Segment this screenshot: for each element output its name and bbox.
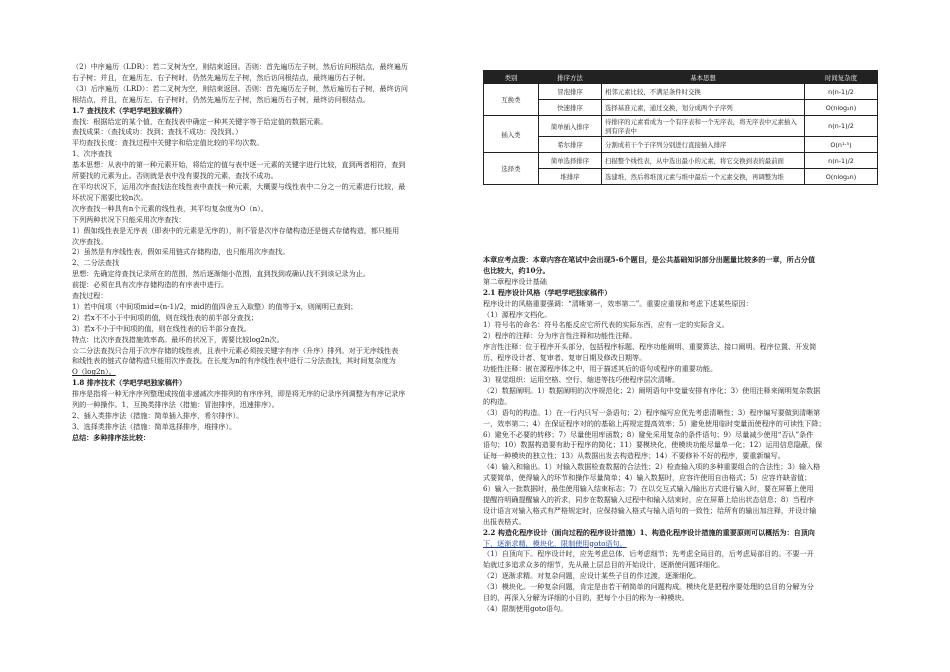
category-cell: 互换类 — [484, 84, 539, 116]
text-line: （3）模块化。一种复杂问题，肯定是由若干稍简单的问题构成。模块化是把程序要处理的总目的分解为分 — [483, 582, 814, 592]
text-line: （4）输入和输出。1）对输入数据检查数据的合法性；2）检查输入项的多种重要组合的合法性；3）输入格 — [483, 462, 821, 472]
text-line: （4）限制使用goto语句。 — [483, 604, 568, 613]
text-line: 右子树；并且，在遍历左、右子树时，仍然先遍历左子树，然后访问根结点，最终遍历右子树。 — [72, 72, 370, 82]
text-line: 和线性表的链式存储构造只能用次序查找。在长度为n的有序线性表中进行二分法查找，其时间复杂度为 — [72, 356, 396, 366]
table-row — [484, 84, 878, 100]
idea-cell: 选建堆，然后将堆顶元素与堆中最后一个元素交换，再调整为堆 — [602, 169, 805, 185]
table-row — [484, 169, 878, 185]
text-line: 思想：先确定待查找记录所在的范围，然后逐渐缩小范围，直到找到或确认找不到该记录为止。 — [72, 269, 370, 279]
text-line: 序言性注释：位于程序开头部分，包括程序标题、程序功能阐明、重要算法、接口阐明、程序位置、开发简 — [483, 342, 817, 352]
text-line: （1）自顶向下。程序设计时，应先考虑总体，后考虑细节；先考虑全局目的，后考虑局部目的。不要一开 — [483, 549, 814, 559]
summary-line: 总结：多种排序法比较： — [72, 432, 151, 442]
method-cell: 堆排序 — [539, 169, 602, 185]
text-line: 1、次序查找 — [72, 149, 112, 159]
text-line: 3、选择类排序法（措施：简单选择排序，堆排序）。 — [72, 421, 237, 431]
method-cell: 简单选择排序 — [539, 153, 602, 169]
text-line: 历、程序设计者、复审者、复审日期及修改日期等。 — [483, 353, 647, 363]
exam-tip-line: 也比较大，约10分。 — [483, 265, 550, 275]
text-line: 出报表格式。 — [483, 516, 526, 526]
text-line: 3）视觉组织：运用空格、空行、缩进等技巧使程序层次清晰。 — [483, 374, 680, 384]
text-line: 2）程序的注释：分为序言性注释和功能性注释。 — [483, 331, 637, 341]
text-line: （2）逐渐求精。对复杂问题，应设计某些子目的作过渡，逐渐细化。 — [483, 571, 701, 581]
category-cell: 插入类 — [484, 116, 539, 153]
method-cell: 希尔排序 — [539, 137, 602, 153]
text-line: 平均查找长度：查找过程中关键字和给定值比较的平均次数。 — [72, 138, 264, 148]
text-line: 排序是指将一种无序序列整理成按值非递减次序排列的有序序列，即是将无序的记录序列调整为有序记录序 — [72, 389, 406, 399]
table-header-row — [484, 71, 878, 84]
text-line: 证每一种模块的独立性；13）从数据出发去构造程序；14）不要修补不好的程序，要重新编写。 — [483, 451, 785, 461]
section-heading-1-8: 1.8 排序技术（学吧学吧独家稿件） — [72, 378, 187, 388]
complexity-cell: O(nlog₂n) — [805, 100, 878, 116]
complexity-cell: n(n-1)/2 — [805, 84, 878, 100]
text-line: 前提：必须在具有次序存储构造的有序表中进行。 — [72, 280, 229, 290]
text-line: 根结点，并且，在遍历左、右子树时，仍然先遍历左子树，然后遍历右子树，最终访问根结点。 — [72, 94, 370, 104]
text-line: 查找：根据给定的某个值，在查找表中确定一种其关键字等于给定值的数据元素。 — [72, 116, 328, 126]
text-line: 6）避免不必要的转移；7）尽量使用库函数；8）避免采用复杂的条件语句；9）尽量减少使用“否认”条件 — [483, 429, 814, 439]
table-header: 类别 — [484, 71, 539, 84]
complexity-cell: n(n-1)/2 — [805, 153, 878, 169]
text-line: 在平均状况下，运用次序查找法在线性表中查找一种元素，大概要与线性表中二分之一的元素进行比较，最 — [72, 181, 406, 191]
text-line: 设计语言对输入格式有严格规定时，应保持输入格式与输入语句的一致性；给所有的输出加注释，并设计输 — [483, 505, 817, 515]
method-cell: 简单插入排序 — [539, 116, 602, 137]
text-line: 2、二分法查找 — [72, 258, 120, 268]
text-line: 查找过程： — [72, 291, 108, 301]
idea-cell: 相邻元素比较，不满足条件时交换 — [602, 84, 805, 100]
section-heading-2-2: 2.2 构造化程序设计（面向过程的程序设计措施）1、构造化程序设计措施的重要原则可以概括为：自顶向 — [483, 527, 815, 537]
text-line: （3）后序遍历（LRD）：若二叉树为空，则结束返回。否则：首先遍历左子树，然后遍历右子树，最终访问 — [72, 83, 408, 93]
text-line: 列的一种操作。1、互换类排序法（措施：冒泡排序，迅速排序）。 — [72, 400, 279, 410]
idea-cell: 选择基准元素，通过交换，划分成两个子序列 — [602, 100, 805, 116]
text-line: 语句；10）数据构造要有助于程序的简化；11）要模块化，使模块功能尽量单一化；12）运用信息隐蔽，保 — [483, 440, 823, 450]
principles-link-line[interactable]: 下，逐渐求精，模块化，限制使用goto语句。 — [483, 538, 627, 548]
complexity-cell: O(n¹·⁵) — [805, 137, 878, 153]
section-heading-1-7: 1.7 查找技术（学吧学吧独家稿件） — [72, 105, 187, 115]
text-line: 基本思想：从表中的第一种元素开始，将给定的值与表中逐一元素的关键字进行比较，直到两者相符，查到 — [72, 160, 406, 170]
text-line: 下列两种状况下只能采用次序查找： — [72, 214, 186, 224]
idea-cell: 待排序的元素看成为一个有序表和一个无序表，将无序表中元素插入到有序表中 — [602, 116, 805, 137]
text-line: （3）语句的构造。1）在一行内只写一条语句；2）程序编写应优先考虑清晰性；3）程序编写要做到清晰第 — [483, 407, 821, 417]
table-header: 排序方法 — [539, 71, 602, 84]
complexity-cell: O(nlog₂n) — [805, 169, 878, 185]
method-cell: 冒泡排序 — [539, 84, 602, 100]
text-line: 目的，再深入分解为详细的小目的，把每个小目的称为一种模块。 — [483, 593, 689, 603]
table-row — [484, 116, 878, 137]
text-line: 提醒符明确提醒输入的祈求，同步在数据输入过程中和输入结束时，应在屏幕上给出状态信息；8）当程序 — [483, 494, 814, 504]
category-cell: 选择类 — [484, 153, 539, 185]
text-line: 2、插入类排序法（措施：简单插入排序，希尔排序）。 — [72, 411, 244, 420]
sorting-comparison-table — [483, 70, 878, 185]
chapter-title: 第二章程序设计基础 — [483, 276, 547, 286]
idea-cell: 分割成若干个子序列分别进行直接插入排序 — [602, 137, 805, 153]
text-line: 功能性注释：嵌在源程序体之中，用于描述其后的语句或程序的重要功能。 — [483, 364, 718, 374]
exam-tip-line: 本章应考点拨：本章内容在笔试中会出现5-6个题目，是公共基础知识部分出题量比较多的一章，所占分值 — [483, 255, 816, 264]
text-line: 的构造。 — [483, 396, 512, 406]
text-line: 2）若x不不小于中间项的值，则在线性表的前半部分查找； — [72, 312, 258, 322]
text-line: 始就过多追求众多的细节，先从最上层总目的开始设计，逐渐使问题详细化。 — [483, 560, 725, 570]
text-line: 特点：比次序查找措施效率高。最坏的状况下，需要比较log2n次。 — [72, 334, 284, 344]
table-header: 基本思想 — [602, 71, 805, 84]
text-line: 一，效率第二；4）在保证程序对的的基础上再规定提高效率；5）避免使用临时变量而使程序的可读性下降； — [483, 418, 826, 428]
text-line: 3）若x不小于中间项的值，则在线性表的后半部分查找。 — [72, 323, 251, 333]
text-line: 所要找的元素为止。否则就是表中没有要找的元素，查找不成功。 — [72, 171, 278, 181]
section-heading-2-1: 2.1 程序设计风格（学吧学吧独家稿件） — [483, 287, 612, 297]
right-column — [483, 255, 878, 615]
text-line: 6）输入一批数据时，最佳使用输入结束标志；7）在以交互式输入/输出方式进行输入时，要在屏幕上使用 — [483, 484, 814, 494]
text-line: 次序查找。 — [72, 236, 108, 246]
table-row — [484, 100, 878, 116]
idea-cell: 扫描整个线性表，从中选出最小的元素，将它交换到表的最前面 — [602, 153, 805, 169]
text-line: 1）符号名的命名：符号名能反应它所代表的实际东西，应有一定的实际含义。 — [483, 320, 729, 330]
table-header: 时间复杂度 — [805, 71, 878, 84]
text-line: 坏状况下需要比较n次。 — [72, 192, 148, 202]
complexity-cell: n(n-1)/2 — [805, 116, 878, 137]
text-line: 1）若中间项（中间项mid=(n-1)/2，mid的值四舍五入取整）的值等于x，则阐明已查到； — [72, 301, 358, 311]
left-column — [72, 62, 465, 444]
text-line: 次序查找一种具有n个元素的线性表，其平均复杂度为O（n）。 — [72, 203, 268, 213]
text-line: 程序设计的风格重要强调：“清晰第一，效率第二”。重要应重视和考虑下述某些原因： — [483, 298, 753, 308]
text-line: 式要简单，使得输入的环节和操作尽量简单；4）输入数据时，应容许使用自由格式；5）应容许缺省值； — [483, 473, 812, 483]
text-line: 2）虽然是有序线性表，假如采用链式存储构造，也只能用次序查找。 — [72, 247, 290, 257]
text-line: O（log2n）。 — [72, 367, 116, 377]
text-line: （2）数据阐明。1）数据阐明的次序规范化；2）阐明语句中变量安排有序化；3）使用注释来阐明复杂数据 — [483, 385, 821, 395]
text-line: （2）中序遍历（LDR）：若二叉树为空，则结束返回。否则：首先遍历左子树，然后访问根结点，最终遍历 — [72, 62, 408, 71]
table-row — [484, 137, 878, 153]
table-row — [484, 153, 878, 169]
method-cell: 快速排序 — [539, 100, 602, 116]
text-line: 1）假如线性表是无序表（即表中的元素是无序的），则不管是次序存储构造还是链式存储构造，都只能用 — [72, 225, 400, 235]
text-line: （1）源程序文档化。 — [483, 309, 552, 319]
text-line: 查找成果：（查找成功：找到；查找不成功：没找到。） — [72, 127, 243, 137]
text-line: ☆二分法查找只合用于次序存储的线性表，且表中元素必须按关键字有序（升序）排列。对于无序线性表 — [72, 345, 399, 355]
